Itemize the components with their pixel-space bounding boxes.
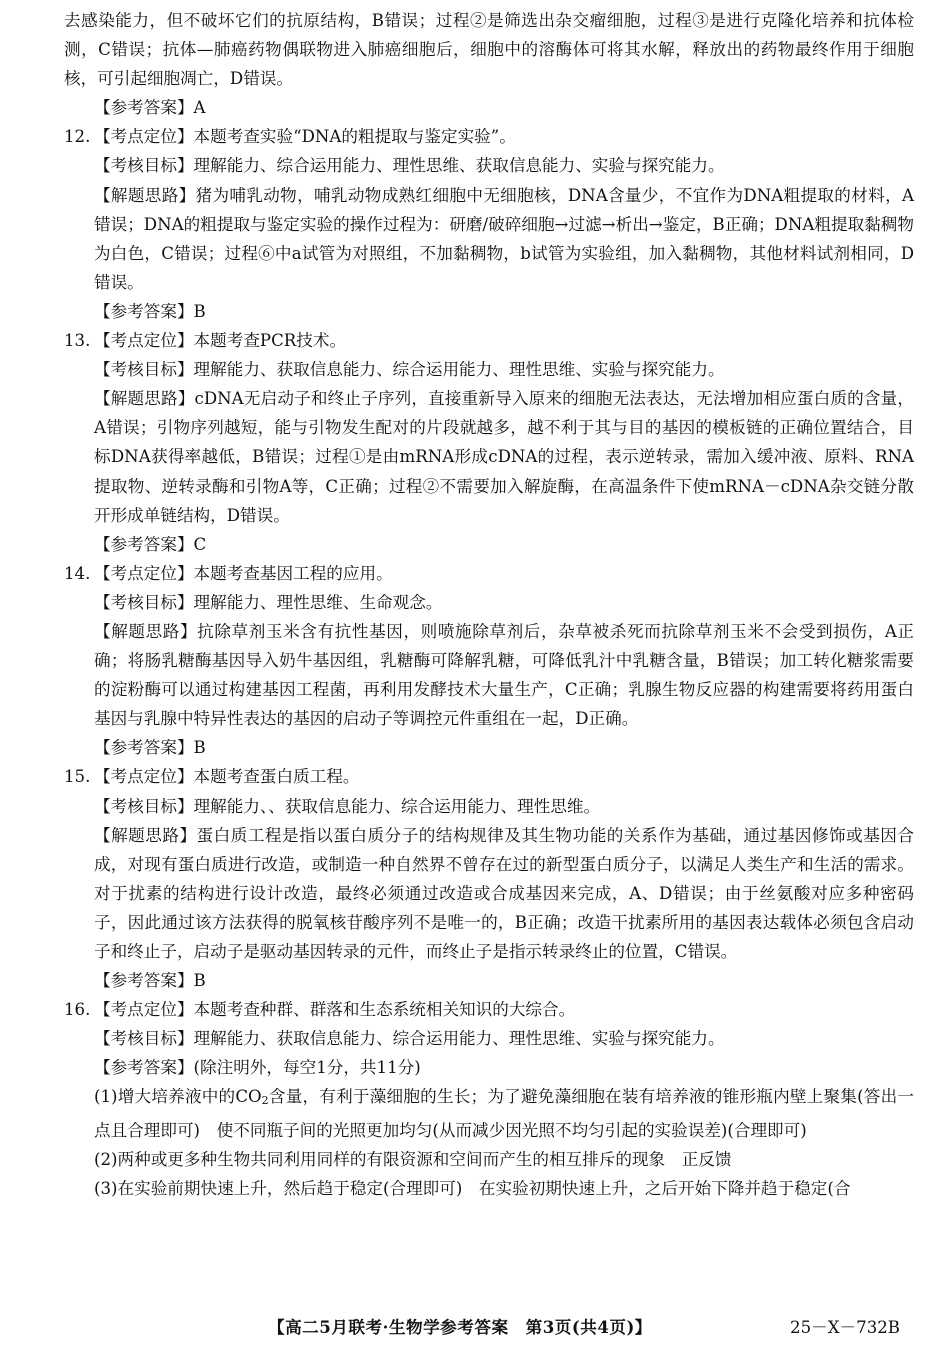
q16-answer-part1 — [64, 1082, 914, 1144]
question-number: 14. — [64, 563, 91, 583]
question-14 — [64, 559, 914, 763]
q14-objectives: 【考核目标】理解能力、理性思维、生命观念。 — [94, 592, 443, 612]
question-number: 15. — [64, 767, 91, 787]
question-number: 13. — [64, 331, 91, 351]
part1-text-b: 含量，有利于藻细胞的生长；为了避免藻细胞在装有培养液的锥形瓶内壁上聚集(答出一点且合理即可) 使不同瓶子间的光照更加均匀(从而减少因光照不均匀引起的实验误差)(合理即可) — [94, 1087, 914, 1140]
q15-topic — [64, 762, 914, 791]
q11-answer: 【参考答案】A — [94, 98, 206, 118]
q12-topic-text: 【考点定位】本题考查实验“DNA的粗提取与鉴定实验”。 — [94, 127, 516, 147]
question-13 — [64, 326, 914, 559]
q13-analysis: 【解题思路】cDNA无启动子和终止子序列，直接重新导入原来的细胞无法表达，无法增加相应蛋白质的含量，A错误；引物序列越短，能与引物发生配对的片段就越多，越不利于其与目的基因的模板链的正确位置结合，目标DNA获得率越低，B错误；过程①是由mRNA形成cDNA的过程，表示逆转录，需加入缓冲液、原料、RNA提取物、逆转录酶和引物A等，C正确；过程②不需要加入解旋酶，在高温条件下使mRNA－cDNA杂交链分散开形成单链结构，D错误。 — [94, 389, 914, 525]
q16-topic — [64, 995, 914, 1024]
q13-answer: 【参考答案】C — [94, 534, 207, 554]
q14-answer: 【参考答案】B — [94, 738, 206, 758]
footer-title: 【高二5月联考·生物学参考答案 第3页(共4页)】 — [268, 1317, 652, 1337]
q16-answer-part3: (3)在实验前期快速上升，然后趋于稳定(合理即可) 在实验初期快速上升，之后开始下降并趋于稳定(合 — [94, 1178, 851, 1198]
q15-analysis: 【解题思路】蛋白质工程是指以蛋白质分子的结构规律及其生物功能的关系作为基础，通过基因修饰或基因合成，对现有蛋白质进行改造，或制造一种自然界不曾存在过的新型蛋白质分子，以满足人类生产和生活的需求。对于扰素的结构进行设计改造，最终必须通过改造或合成基因来完成，A、D错误；由于丝氨酸对应多种密码子，因此通过该方法获得的脱氧核苷酸序列不是唯一的，B正确；改造干扰素所用的基因表达载体必须包含启动子和终止子，启动子是驱动基因转录的元件，而终止子是指示转录终止的位置，C错误。 — [94, 825, 914, 961]
q14-analysis: 【解题思路】抗除草剂玉米含有抗性基因，则喷施除草剂后，杂草被杀死而抗除草剂玉米不会受到损伤，A正确；将肠乳糖酶基因导入奶牛基因组，乳糖酶可降解乳糖，可降低乳汁中乳糖含量，B错误；加工转化糖浆需要的淀粉酶可以通过构建基因工程菌，再利用发酵技术大量生产，C正确；乳腺生物反应器的构建需要将药用蛋白基因与乳腺中特异性表达的基因的启动子等调控元件重组在一起，D正确。 — [94, 621, 914, 729]
q15-topic-text: 【考点定位】本题考查蛋白质工程。 — [94, 767, 360, 787]
question-16 — [64, 995, 914, 1203]
question-12 — [64, 122, 914, 326]
co2-subscript: 2 — [261, 1094, 269, 1108]
page-footer — [0, 1314, 950, 1342]
answer-key-body — [64, 6, 914, 1203]
q14-topic-text: 【考点定位】本题考查基因工程的应用。 — [94, 563, 393, 583]
q12-objectives: 【考核目标】理解能力、综合运用能力、理性思维、获取信息能力、实验与探究能力。 — [94, 156, 725, 176]
q12-analysis: 【解题思路】猪为哺乳动物，哺乳动物成熟红细胞中无细胞核，DNA含量少，不宜作为DNA粗提取的材料，A错误；DNA的粗提取与鉴定实验的操作过程为：研磨/破碎细胞→过滤→析出→鉴定，B正确；DNA粗提取黏稠物为白色，C错误；过程⑥中a试管为对照组，不加黏稠物，b试管为实验组，加入黏稠物，其他材料试剂相同，D错误。 — [94, 185, 914, 292]
q12-topic — [64, 122, 914, 151]
q12-answer: 【参考答案】B — [94, 301, 206, 321]
q16-answer-header: 【参考答案】(除注明外，每空1分，共11分) — [94, 1058, 421, 1078]
q13-objectives: 【考核目标】理解能力、获取信息能力、综合运用能力、理性思维、实验与探究能力。 — [94, 360, 725, 380]
q15-answer: 【参考答案】B — [94, 971, 206, 991]
q13-topic-text: 【考点定位】本题考查PCR技术。 — [94, 331, 347, 351]
q14-topic — [64, 559, 914, 588]
question-number: 16. — [64, 1000, 91, 1020]
question-number: 12. — [64, 127, 91, 147]
q16-answer-part2: (2)两种或更多种生物共同利用同样的有限资源和空间而产生的相互排斥的现象 正反馈 — [94, 1149, 732, 1169]
q13-topic — [64, 326, 914, 355]
document-code: 25－X－732B — [790, 1318, 900, 1337]
q16-topic-text: 【考点定位】本题考查种群、群落和生态系统相关知识的大综合。 — [94, 1000, 576, 1020]
q15-objectives: 【考核目标】理解能力、、获取信息能力、综合运用能力、理性思维。 — [94, 796, 601, 816]
part1-text-a: (1)增大培养液中的CO — [94, 1087, 262, 1107]
q11-analysis-continued: 去感染能力，但不破坏它们的抗原结构，B错误；过程②是筛选出杂交瘤细胞，过程③是进行克隆化培养和抗体检测，C错误；抗体—肺癌药物偶联物进入肺癌细胞后，细胞中的溶酶体可将其水解，释放出的药物最终作用于细胞核，可引起细胞凋亡，D错误。 — [64, 11, 914, 89]
question-15 — [64, 762, 914, 995]
q16-objectives: 【考核目标】理解能力、获取信息能力、综合运用能力、理性思维、实验与探究能力。 — [94, 1029, 725, 1049]
